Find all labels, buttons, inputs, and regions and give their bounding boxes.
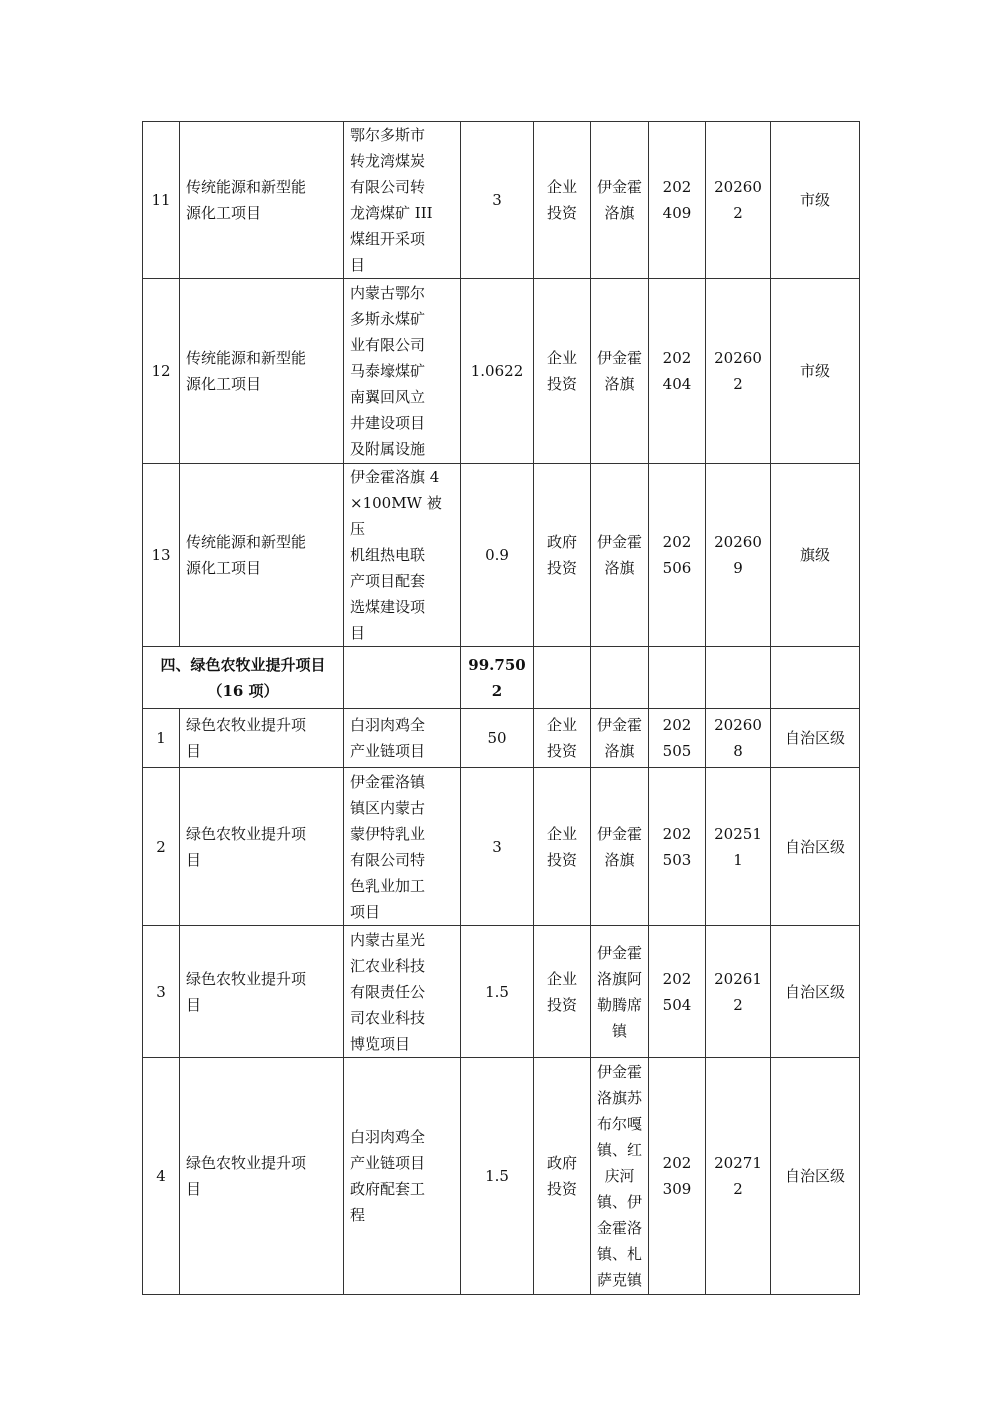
investment-amount: 0.9 bbox=[461, 464, 534, 647]
project-location: 伊金霍 洛旗阿 勒腾席 镇 bbox=[597, 943, 643, 1040]
row-number: 13 bbox=[143, 464, 180, 647]
investment-amount: 1.5 bbox=[461, 1058, 534, 1295]
project-level: 自治区级 bbox=[771, 709, 860, 768]
investment-type: 政府 投资 bbox=[546, 533, 577, 577]
table-row bbox=[143, 279, 860, 464]
investment-type: 企业 投资 bbox=[546, 824, 577, 869]
end-date: 20251 1 bbox=[714, 824, 762, 869]
investment-amount: 3 bbox=[461, 768, 534, 926]
project-name: 白羽肉鸡全 产业链项目 bbox=[350, 716, 426, 760]
project-category: 绿色农牧业提升项 目 bbox=[186, 716, 307, 760]
project-category: 传统能源和新型能 源化工项目 bbox=[186, 533, 307, 577]
investment-type: 企业 投资 bbox=[546, 349, 577, 393]
row-number: 11 bbox=[143, 122, 180, 279]
investment-type: 企业 投资 bbox=[546, 716, 577, 760]
project-level: 市级 bbox=[771, 279, 860, 464]
investment-amount: 50 bbox=[461, 709, 534, 768]
row-number: 12 bbox=[143, 279, 180, 464]
project-location: 伊金霍 洛旗 bbox=[597, 533, 643, 577]
project-location: 伊金霍 洛旗 bbox=[597, 716, 643, 760]
project-level: 自治区级 bbox=[771, 926, 860, 1058]
project-category: 传统能源和新型能 源化工项目 bbox=[186, 349, 307, 393]
project-level: 旗级 bbox=[771, 464, 860, 647]
start-date: 202 506 bbox=[662, 533, 692, 577]
investment-amount: 3 bbox=[461, 122, 534, 279]
project-table bbox=[142, 121, 860, 1295]
row-number: 2 bbox=[143, 768, 180, 926]
end-date: 20260 9 bbox=[714, 533, 762, 577]
table-row bbox=[143, 1058, 860, 1295]
table-row bbox=[143, 926, 860, 1058]
investment-type: 企业 投资 bbox=[546, 969, 577, 1014]
project-level: 自治区级 bbox=[771, 768, 860, 926]
end-date: 20261 2 bbox=[714, 969, 762, 1014]
end-date: 20260 2 bbox=[714, 349, 762, 393]
project-name: 伊金霍洛旗 4 ×100MW 被压 机组热电联 产项目配套 选煤建设项 目 bbox=[350, 468, 442, 642]
project-location: 伊金霍 洛旗 bbox=[597, 349, 643, 393]
investment-amount: 1.5 bbox=[461, 926, 534, 1058]
project-location: 伊金霍 洛旗 bbox=[597, 824, 643, 869]
project-category: 绿色农牧业提升项 目 bbox=[186, 824, 307, 869]
project-level: 市级 bbox=[771, 122, 860, 279]
investment-amount: 1.0622 bbox=[461, 279, 534, 464]
section-amount: 99.750 2 bbox=[468, 655, 526, 700]
start-date: 202 504 bbox=[662, 969, 692, 1014]
section-row bbox=[143, 647, 860, 709]
project-name: 白羽肉鸡全 产业链项目 政府配套工 程 bbox=[350, 1128, 426, 1224]
start-date: 202 505 bbox=[662, 716, 692, 760]
project-name: 伊金霍洛镇 镇区内蒙古 蒙伊特乳业 有限公司特 色乳业加工 项目 bbox=[350, 772, 426, 921]
project-level: 自治区级 bbox=[771, 1058, 860, 1295]
end-date: 20260 2 bbox=[714, 178, 762, 222]
project-name: 鄂尔多斯市 转龙湾煤炭 有限公司转 龙湾煤矿 III 煤组开采项 目 bbox=[350, 126, 433, 274]
table-row bbox=[143, 709, 860, 768]
table-row bbox=[143, 122, 860, 279]
project-location: 伊金霍 洛旗苏 布尔嘎 镇、红 庆河 镇、伊 金霍洛 镇、札 萨克镇 bbox=[597, 1063, 643, 1289]
end-date: 20260 8 bbox=[714, 716, 762, 760]
start-date: 202 309 bbox=[662, 1154, 692, 1198]
project-location: 伊金霍 洛旗 bbox=[597, 178, 643, 222]
start-date: 202 404 bbox=[662, 349, 692, 393]
project-category: 绿色农牧业提升项 目 bbox=[186, 1154, 307, 1198]
row-number: 1 bbox=[143, 709, 180, 768]
section-title: 四、绿色农牧业提升项目 （16 项） bbox=[160, 655, 326, 700]
start-date: 202 409 bbox=[662, 178, 692, 222]
table-row bbox=[143, 768, 860, 926]
project-category: 绿色农牧业提升项 目 bbox=[186, 969, 307, 1014]
start-date: 202 503 bbox=[662, 824, 692, 869]
investment-type: 政府 投资 bbox=[546, 1154, 577, 1198]
end-date: 20271 2 bbox=[714, 1154, 762, 1198]
project-name: 内蒙古星光 汇农业科技 有限责任公 司农业科技 博览项目 bbox=[350, 930, 426, 1053]
project-name: 内蒙古鄂尔 多斯永煤矿 业有限公司 马泰壕煤矿 南翼回风立 井建设项目 及附属设施 bbox=[350, 284, 426, 458]
row-number: 4 bbox=[143, 1058, 180, 1295]
investment-type: 企业 投资 bbox=[546, 178, 577, 222]
table-row bbox=[143, 464, 860, 647]
project-category: 传统能源和新型能 源化工项目 bbox=[186, 178, 307, 222]
row-number: 3 bbox=[143, 926, 180, 1058]
